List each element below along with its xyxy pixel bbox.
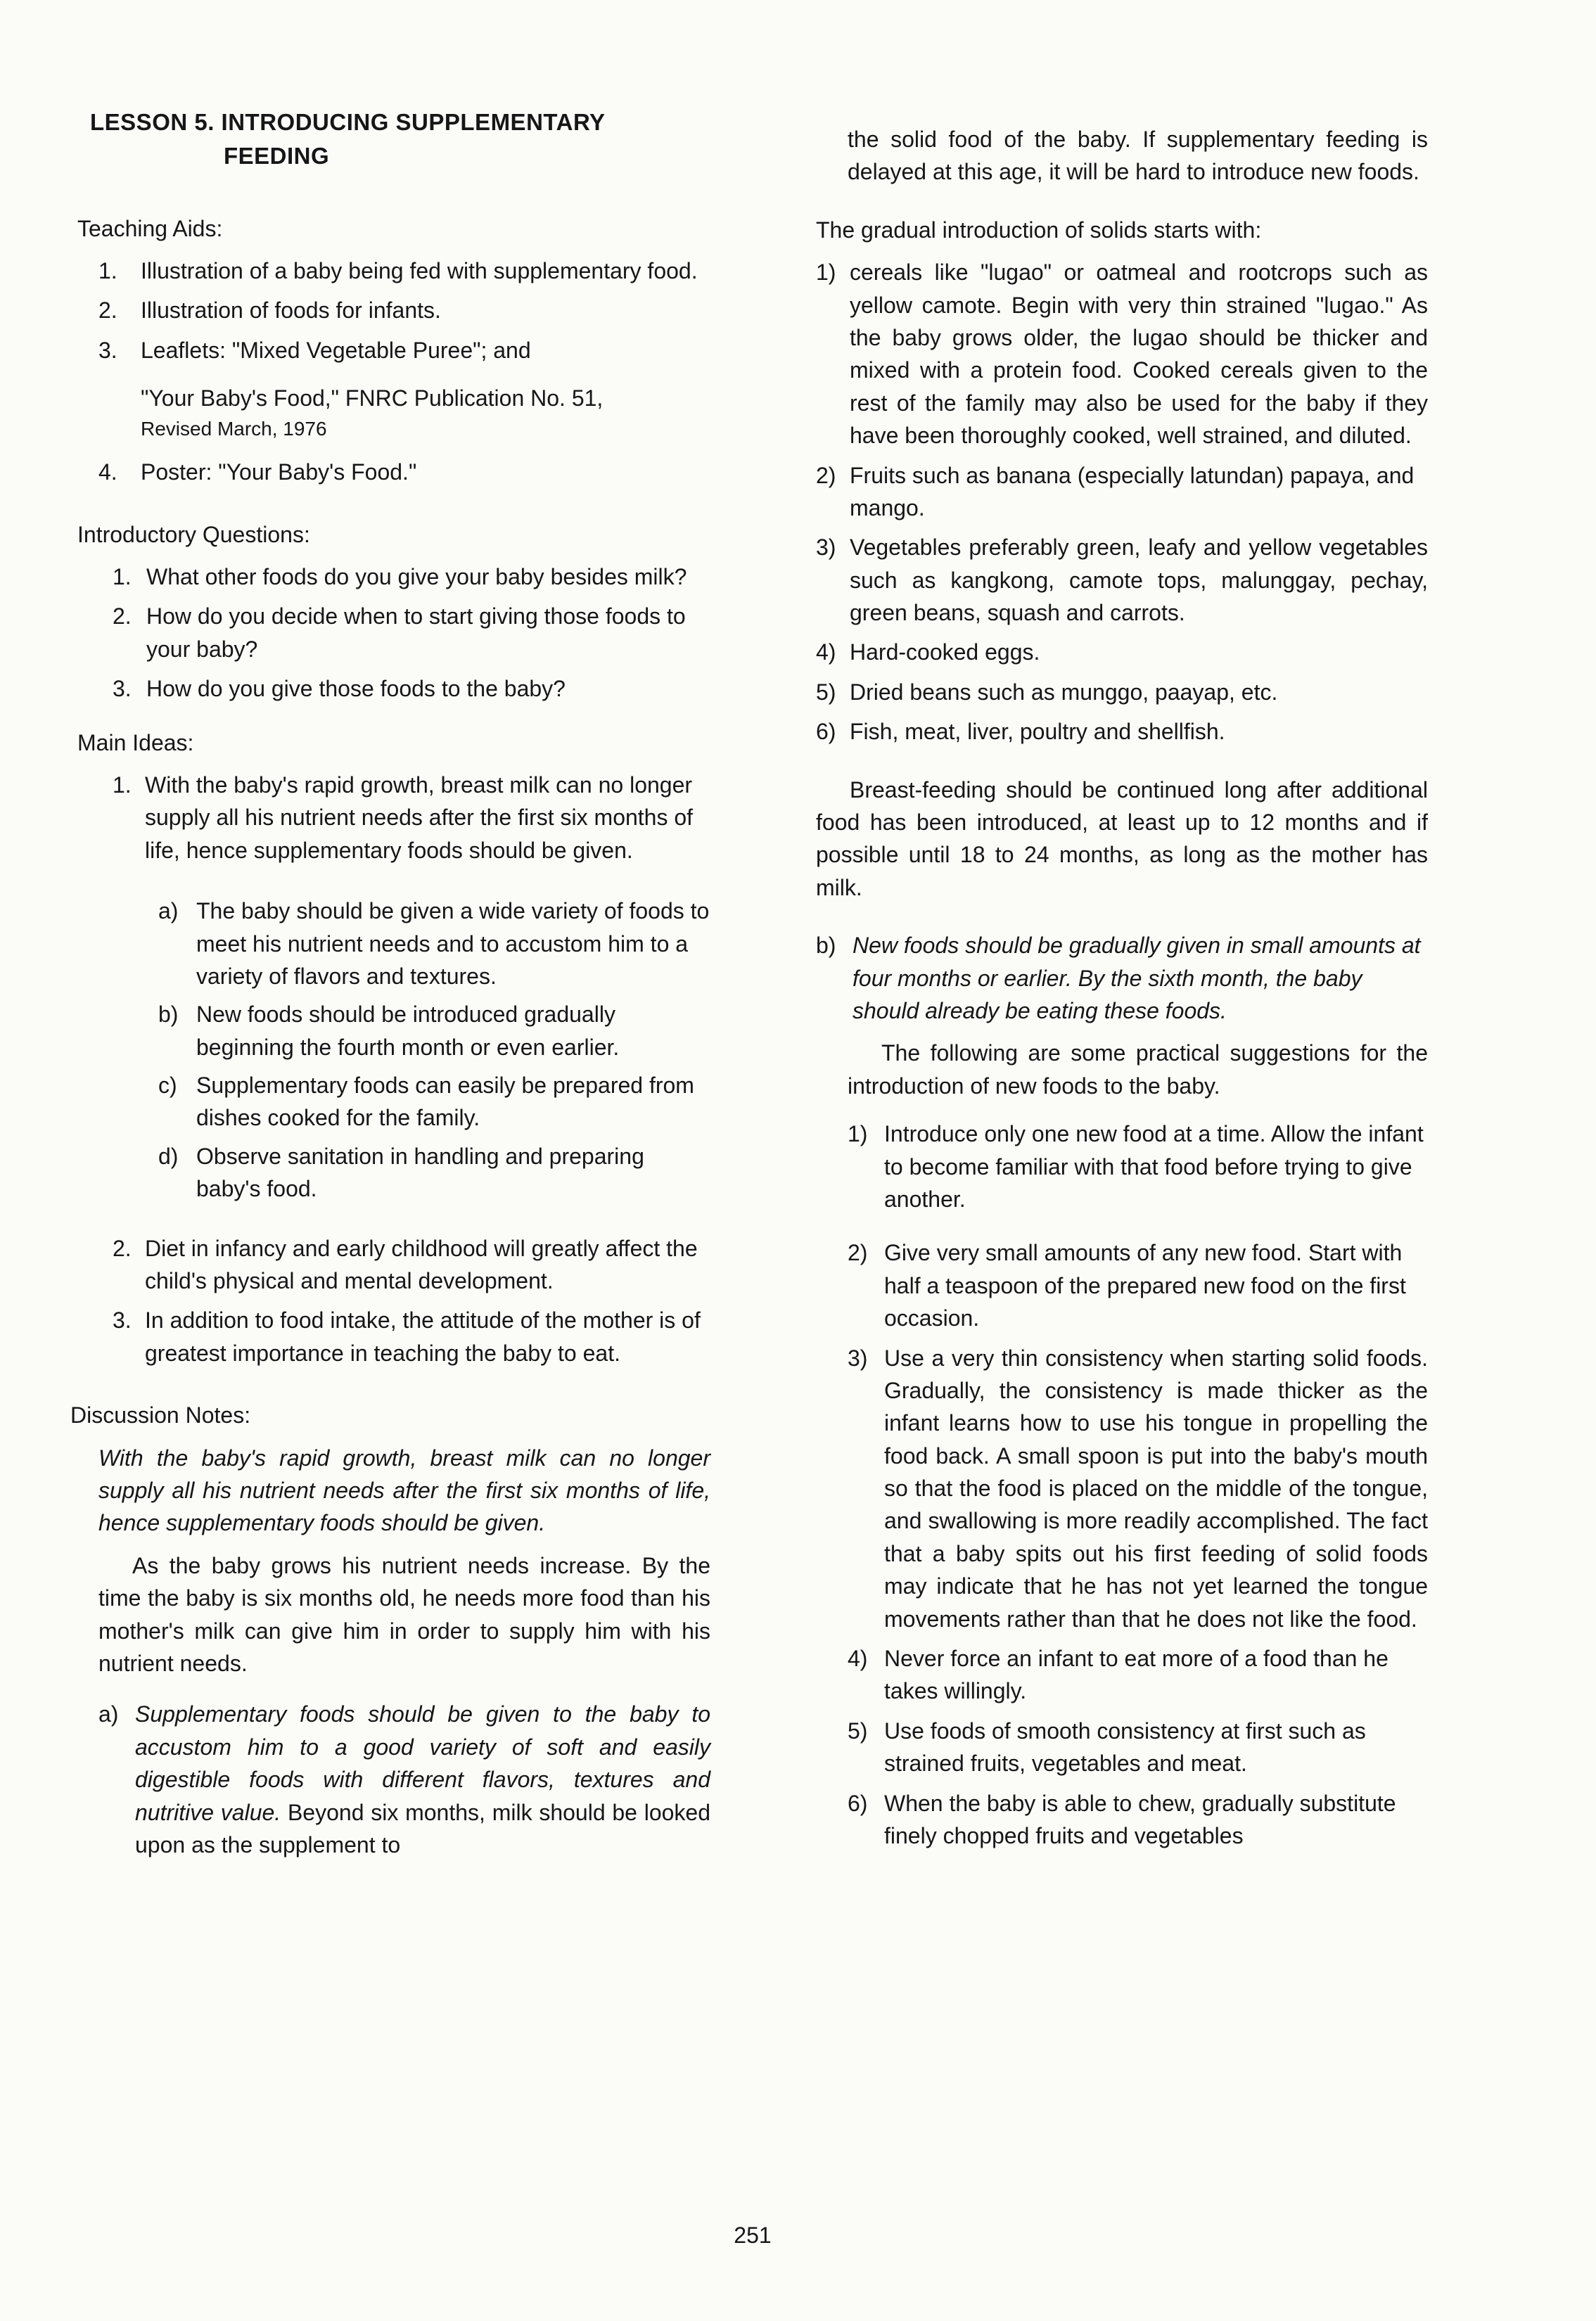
list-item — [816, 256, 1428, 452]
list-item — [98, 456, 710, 488]
item-number: 1. — [98, 258, 117, 284]
item-text: How do you give those foods to the baby? — [146, 676, 566, 702]
continued-paragraph: the solid food of the baby. If supplementary feeding is delayed at this age, it will be hard to introduce new foods. — [848, 127, 1428, 185]
item-number: 4. — [98, 459, 117, 485]
leaflet-title: "Your Baby's Food," FNRC Publication No. 51, — [141, 385, 604, 411]
discussion-paragraph: As the baby grows his nutrient needs increase. By the time the baby is six months old, he needs more food than his mother's milk can give him in order to supply him with his nutrient needs. — [98, 1552, 710, 1676]
item-number: 3) — [848, 1345, 868, 1371]
item-text: Use foods of smooth consistency at first such as strained fruits, vegetables and meat. — [884, 1718, 1366, 1777]
item-text: Illustration of a baby being fed with supplementary food. — [141, 258, 698, 284]
list-item — [98, 334, 710, 366]
discussion-intro: With the baby's rapid growth, breast milk can no longer supply all his nutrient needs after the first six months of life, hence supplementary foods should be given. — [98, 1445, 710, 1536]
main-ideas-heading: Main Ideas: — [77, 729, 194, 755]
item-number: 6) — [848, 1790, 868, 1816]
item-number: 2. — [113, 603, 132, 629]
list-item — [113, 561, 710, 593]
item-text: Never force an infant to eat more of a food than he takes willingly. — [884, 1646, 1388, 1704]
item-number: 3. — [98, 337, 117, 363]
item-text: Fruits such as banana (especially latundan) papaya, and mango. — [850, 462, 1415, 520]
item-text: New foods should be introduced gradually beginning the fourth month or even earlier. — [196, 1002, 620, 1060]
item-text: The baby should be given a wide variety of foods to meet his nutrient needs and to accustom him to a variety of flavors and textures. — [196, 898, 710, 989]
item-number: 2) — [816, 462, 836, 488]
list-item — [848, 1715, 1428, 1780]
item-number: 2. — [113, 1235, 132, 1261]
point-text: New foods should be gradually given in small amounts at four months or earlier. By the sixth month, the baby should already be eating these foods. — [853, 933, 1421, 1023]
list-item — [113, 672, 710, 705]
list-item — [158, 1069, 710, 1134]
item-text: cereals like "lugao" or oatmeal and rootcrops such as yellow camote. Begin with very thin strained "lugao." As the baby grows older, the lugao should be thicker and mixed with a protein food. Cooked cereals given to the rest of the family may also be used for the baby if they have been thoroughly cooked, well strained, and diluted. — [850, 260, 1428, 449]
list-item — [816, 676, 1428, 708]
list-item — [848, 1118, 1428, 1215]
item-number: d) — [158, 1143, 179, 1169]
list-item — [848, 1787, 1428, 1853]
item-text: Fish, meat, liver, poultry and shellfish. — [850, 719, 1225, 745]
item-text: Leaflets: "Mixed Vegetable Puree"; and — [141, 337, 531, 363]
item-number: 2. — [98, 298, 117, 324]
item-text: Vegetables preferably green, leafy and yellow vegetables such as kangkong, camote tops, malunggay, pechay, green beans, squash and carrots. — [850, 535, 1428, 626]
discussion-heading: Discussion Notes: — [70, 1402, 251, 1428]
item-number: 4) — [848, 1646, 868, 1672]
point-italic: Supplementary foods should be given to the baby to accustom him to a good variety of soft and easily digestible foods with different flavors, textures and nutritive value. — [135, 1701, 710, 1825]
lesson-title — [90, 106, 710, 173]
list-item — [816, 636, 1428, 668]
main-ideas — [70, 727, 710, 1370]
list-item — [113, 1232, 710, 1298]
item-text: Hard-cooked eggs. — [850, 639, 1040, 665]
item-number: 2) — [848, 1240, 868, 1266]
solids-intro: The gradual introduction of solids starts with: — [816, 217, 1262, 243]
teaching-aids — [70, 212, 710, 489]
introductory-questions — [70, 518, 710, 705]
list-item — [816, 715, 1428, 748]
item-number: 1) — [848, 1121, 868, 1147]
item-text: Poster: "Your Baby's Food." — [141, 459, 417, 485]
lesson-title-line2: FEEDING — [224, 142, 330, 169]
item-text: Use a very thin consistency when starting solid foods. Gradually, the consistency is made thicker as the infant learns how to use his tongue in propelling the food back. A small spoon is put into the baby's mouth so that the food is placed on the middle of the tongue, and swallowing is more readily accomplished. The fact that a baby spits out his first feeding of solid foods may indicate that he has not yet learned the tongue movements rather than that he does not like the food. — [884, 1345, 1428, 1632]
item-text: How do you decide when to start giving those foods to your baby? — [146, 603, 686, 662]
item-text: In addition to food intake, the attitude of the mother is of greatest importance in teaching the baby to eat. — [145, 1307, 701, 1366]
questions-heading: Introductory Questions: — [77, 521, 310, 547]
item-number: 1. — [113, 772, 132, 798]
item-text: Illustration of foods for infants. — [141, 298, 441, 324]
item-number: 3) — [816, 535, 836, 561]
left-column — [70, 106, 710, 1871]
list-item — [848, 1342, 1428, 1636]
list-item — [848, 1236, 1428, 1334]
point-rest: Beyond six months, milk should be looked upon as the supplement to — [135, 1799, 711, 1858]
discussion-point-b — [816, 929, 1428, 1027]
point-text — [135, 1698, 710, 1861]
item-text: Diet in infancy and early childhood will greatly affect the child's physical and mental development. — [145, 1235, 698, 1294]
point-label: a) — [98, 1701, 119, 1727]
item-number: 1. — [113, 564, 132, 590]
suggestions-list — [816, 1118, 1428, 1852]
teaching-aids-heading: Teaching Aids: — [77, 215, 223, 241]
item-text: With the baby's rapid growth, breast milk can no longer supply all his nutrient needs after the first six months of life, hence supplementary foods should be given. — [145, 772, 694, 863]
lesson-title-line1: LESSON 5. INTRODUCING SUPPLEMENTARY — [90, 109, 606, 135]
discussion-point-a — [98, 1698, 710, 1861]
item-number: c) — [158, 1073, 177, 1099]
item-number: 3. — [113, 1307, 132, 1334]
item-text: Introduce only one new food at a time. Allow the infant to become familiar with that food before trying to give another. — [884, 1121, 1424, 1212]
list-item — [98, 255, 710, 287]
list-item — [158, 895, 710, 992]
item-number: 5) — [816, 679, 836, 705]
list-item — [848, 1642, 1428, 1708]
right-column — [816, 123, 1428, 1859]
item-number: a) — [158, 898, 179, 924]
leaflet-revision: Revised March, 1976 — [141, 417, 327, 440]
item-number: 3. — [113, 676, 132, 702]
item-text: Observe sanitation in handling and preparing baby's food. — [196, 1143, 644, 1202]
item-text: Give very small amounts of any new food. Start with half a teaspoon of the prepared new food on the first occasion. — [884, 1240, 1406, 1331]
list-item — [113, 1304, 710, 1369]
solids-list — [816, 256, 1428, 748]
item-number: 4) — [816, 639, 836, 665]
point-label: b) — [816, 933, 836, 959]
item-text: Supplementary foods can easily be prepared from dishes cooked for the family. — [196, 1073, 694, 1131]
item-text: When the baby is able to chew, gradually substitute finely chopped fruits and vegetables — [884, 1790, 1396, 1848]
list-item — [816, 459, 1428, 525]
list-item — [98, 294, 710, 326]
list-item — [113, 600, 710, 665]
page-number: 251 — [734, 2223, 772, 2248]
item-number: b) — [158, 1002, 179, 1028]
item-number: 1) — [816, 260, 836, 286]
discussion-notes — [70, 1399, 710, 1861]
item-number: 6) — [816, 719, 836, 745]
item-number: 5) — [848, 1718, 868, 1744]
list-item — [816, 531, 1428, 629]
list-item — [158, 1140, 710, 1206]
item-text: What other foods do you give your baby besides milk? — [146, 564, 687, 590]
suggestions-intro: The following are some practical suggestions for the introduction of new foods to the baby. — [848, 1040, 1428, 1099]
list-item — [113, 769, 710, 867]
breastfeeding-paragraph: Breast-feeding should be continued long after additional food has been introduced, at least up to 12 months and if possible until 18 to 24 months, as long as the mother has milk. — [816, 776, 1428, 900]
list-item — [158, 998, 710, 1063]
item-text: Dried beans such as munggo, paayap, etc. — [850, 679, 1278, 705]
